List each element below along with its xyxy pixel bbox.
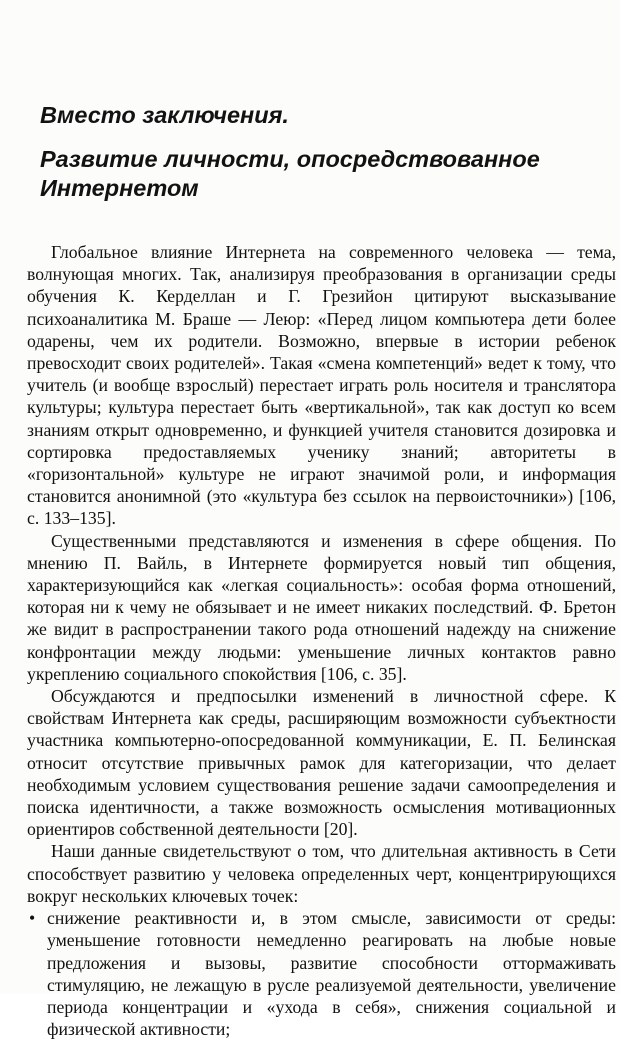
paragraph-4: Наши данные свидетельствуют о том, что длительная активность в Сети способствует развитию у человека определенных черт, концентрирующихся вокруг нескольких ключевых точек:: [27, 841, 616, 906]
chapter-heading-line-2: Развитие личности, опосредствованное: [40, 146, 540, 172]
bullet-icon: •: [29, 908, 36, 929]
chapter-heading-line-3: Интернетом: [40, 175, 199, 201]
bullet-item-text: снижение реактивности и, в этом смысле, зависимости от среды: уменьшение готовности немедленно реагировать на любые новые предложения и вызовы, развитие способности оттормаживать стимуляцию, не лежащую в русле реализуемой деятельности, увеличение периода концентрации и «ухода в себя», снижения социальной и физической активности;: [47, 908, 616, 1040]
chapter-heading-line-1: Вместо заключения.: [40, 102, 289, 128]
bullet-item-1: [27, 907, 616, 1040]
chapter-heading-title: [40, 145, 600, 203]
paragraph-2: Существенными представляются и изменения в сфере общения. По мнению П. Вайль, в Интернете формируется новый тип общения, характеризующийся как «легкая социальность»: особая форма отношений, которая ни к чему не обязывает и не имеет никаких последствий. Ф. Бретон же видит в распространении такого рода отношений надежду на снижение конфронтации между людьми: уменьшение личных контактов равно укреплению социального спокойствия [106, с. 35].: [27, 530, 616, 684]
paragraph-1: Глобальное влияние Интернета на современного человека — тема, волнующая многих. Так, анализируя преобразования в организации среды обучения К. Керделлан и Г. Грезийон цитируют высказывание психоаналитика М. Браше — Леюр: «Перед лицом компьютера дети более одарены, чем их родители. Возможно, впервые в истории ребенок превосходит своих родителей». Такая «смена компетенций» ведет к тому, что учитель (и вообще взрослый) перестает играть роль носителя и транслятора культуры; культура перестает быть «вертикальной», так как доступ ко всем знаниям открыт одновременно, и функцией учителя становится дозировка и сортировка предоставляемых ученику знаний; авторитеты в «горизонтальной» культуре не играют значимой роли, и информация становится анонимной (это «культура без ссылок на первоисточники») [106, с. 133–135].: [27, 242, 616, 529]
paragraph-3: Обсуждаются и предпосылки изменений в личностной сфере. К свойствам Интернета как среды, расширяющим возможности субъектности участника компьютерно-опосредованной коммуникации, Е. П. Белинская относит отсутствие привычных рамок для категоризации, что делает необходимым условием существования решение задачи самоопределения и поиска идентичности, а также возможность осмысления мотивационных ориентиров собственной деятельности [20].: [27, 686, 616, 840]
body-text: [27, 241, 616, 1040]
bullet-list: [27, 907, 616, 1040]
